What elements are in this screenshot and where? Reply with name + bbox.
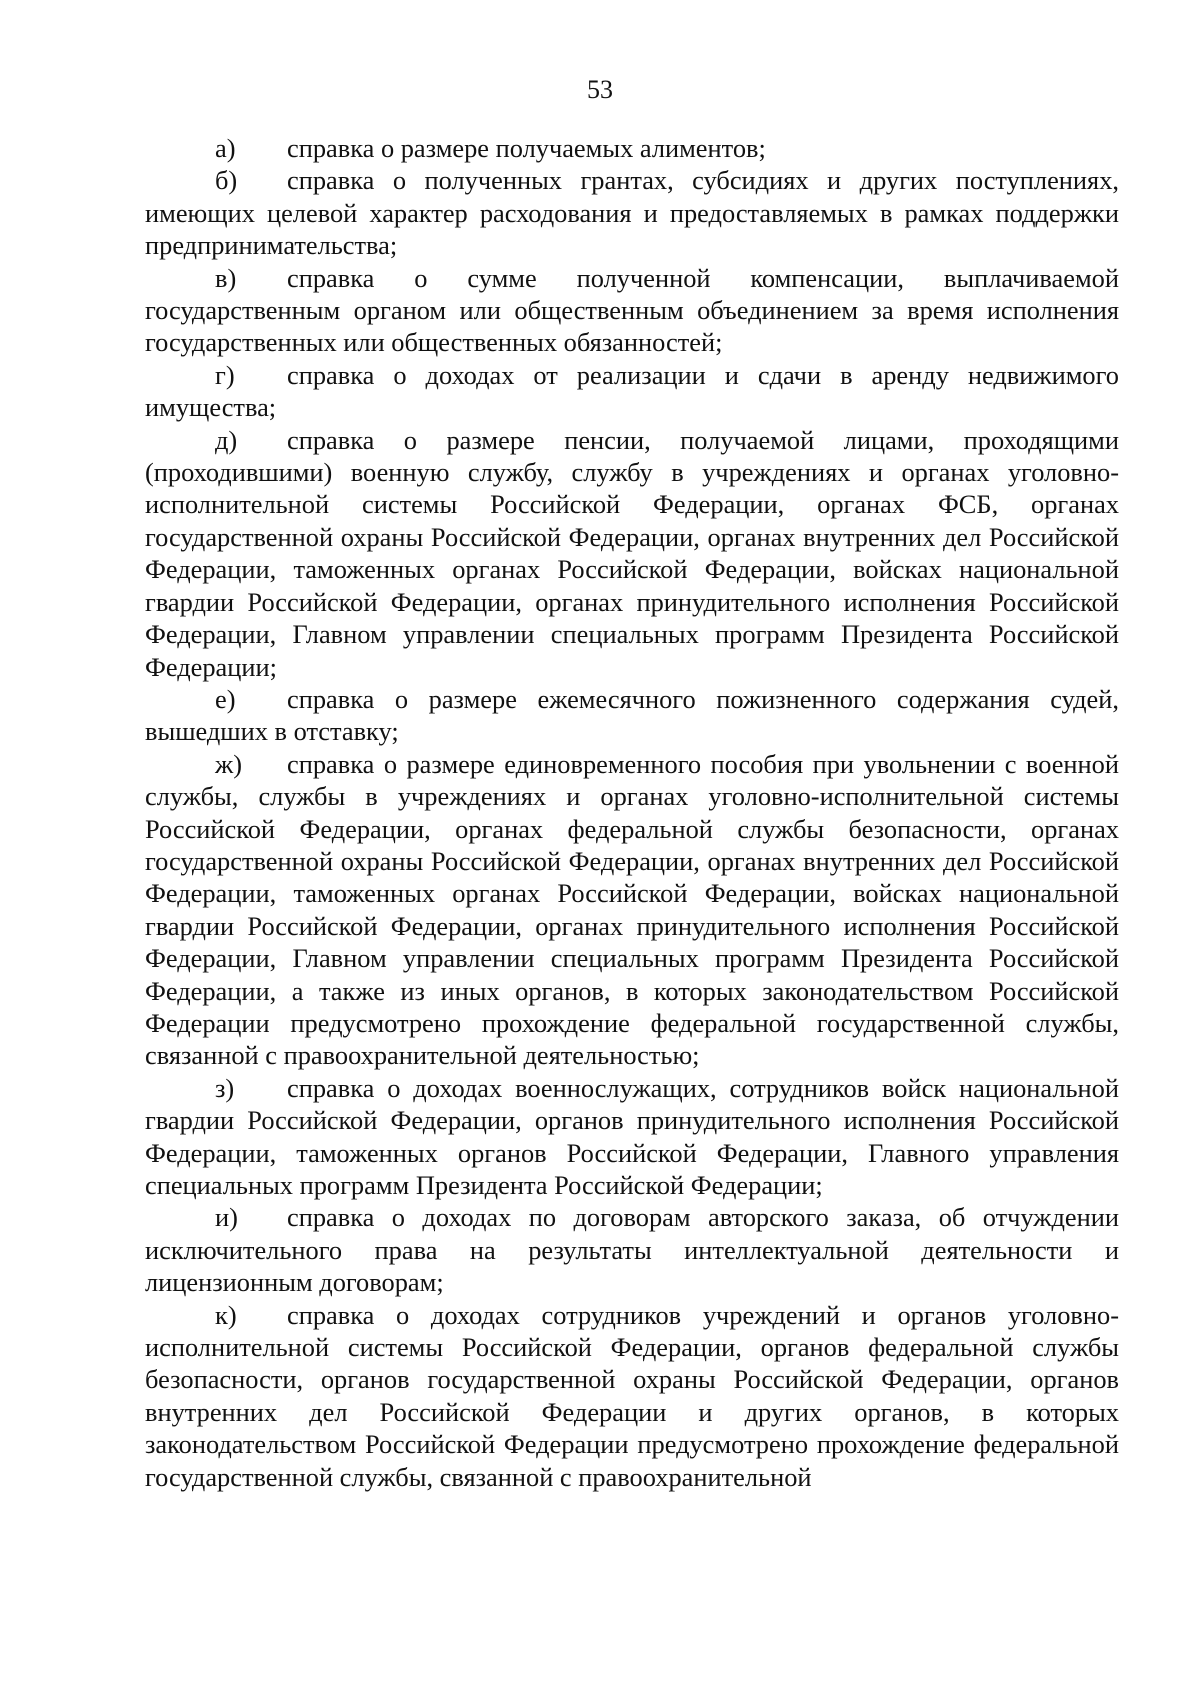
list-marker: б) [215, 165, 238, 196]
list-item-i [145, 1201, 1119, 1298]
list-marker: и) [215, 1202, 238, 1233]
list-item-v [145, 262, 1119, 359]
list-item-text: справка о размере единовременного пособия при увольнении с военной службы, службы в учреждениях и органах уголовно-исполнительной системы Российской Федерации, органах федеральной службы безопасности, органах государственной охраны Российской Федерации, органах внутренних дел Российской Федерации, таможенных органах Российской Федерации, войсках национальной гвардии Российской Федерации, органах принудительного исполнения Российской Федерации, Главном управлении специальных программ Президента Российской Федерации, а также из иных органов, в которых законодательством Российской Федерации предусмотрено прохождение федеральной государственной службы, связанной с правоохранительной деятельностью; [145, 748, 1119, 1071]
list-item-text: справка о доходах от реализации и сдачи в аренду недвижимого имущества; [145, 359, 1119, 423]
list-item-zh [145, 748, 1119, 1072]
list-marker: з) [215, 1072, 235, 1103]
list-item-text: справка о размере получаемых алиментов; [287, 133, 766, 163]
list-marker: а) [215, 133, 236, 163]
list-item-e [145, 683, 1119, 748]
list-item-text: справка о размере ежемесячного пожизненного содержания судей, вышедших в отставку; [145, 683, 1119, 747]
list-item-text: справка о сумме полученной компенсации, выплачиваемой государственным органом или общественным объединением за время исполнения государственных или общественных обязанностей; [145, 262, 1119, 358]
list-item-text: справка о размере пенсии, получаемой лицами, проходящими (проходившими) военную службу, службу в учреждениях и органах уголовно-исполнительной системы Российской Федерации, органах ФСБ, органах государственной охраны Российской Федерации, органах внутренних дел Российской Федерации, таможенных органах Российской Федерации, войсках национальной гвардии Российской Федерации, органах принудительного исполнения Российской Федерации, Главном управлении специальных программ Президента Российской Федерации; [145, 424, 1119, 682]
list-marker: в) [215, 262, 237, 293]
document-body [145, 132, 1119, 1493]
list-marker: к) [215, 1299, 237, 1330]
list-item-b [145, 164, 1119, 261]
page-number: 53 [587, 75, 613, 104]
list-marker: д) [215, 424, 238, 455]
list-marker: ж) [215, 748, 243, 779]
list-item-text: справка о полученных грантах, субсидиях и других поступлениях, имеющих целевой характер расходования и предоставляемых в рамках поддержки предпринимательства; [145, 165, 1119, 261]
list-item-text: справка о доходах военнослужащих, сотрудников войск национальной гвардии Российской Федерации, органов принудительного исполнения Российской Федерации, таможенных органов Российской Федерации, Главного управления специальных программ Президента Российской Федерации; [145, 1072, 1119, 1200]
list-item-text: справка о доходах сотрудников учреждений и органов уголовно-исполнительной системы Российской Федерации, органов федеральной службы безопасности, органов государственной охраны Российской Федерации, органов внутренних дел Российской Федерации и других органов, в которых законодательством Российской Федерации предусмотрено прохождение федеральной государственной службы, связанной с правоохранительной [145, 1299, 1119, 1492]
list-marker: г) [215, 359, 235, 390]
list-item-g [145, 359, 1119, 424]
list-item-k [145, 1299, 1119, 1493]
list-item-text: справка о доходах по договорам авторского заказа, об отчуждении исключительного права на результаты интеллектуальной деятельности и лицензионным договорам; [145, 1202, 1119, 1298]
list-item-a [145, 132, 1119, 164]
list-marker: е) [215, 683, 236, 714]
list-item-d [145, 424, 1119, 683]
list-item-z [145, 1072, 1119, 1202]
